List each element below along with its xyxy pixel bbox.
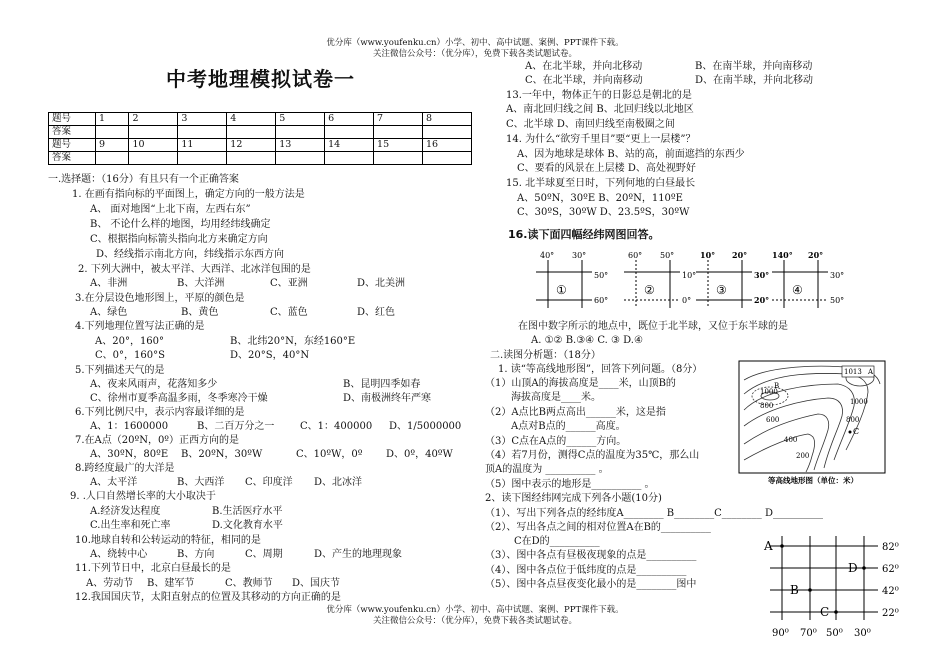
lon-label: 30⁰ (854, 628, 871, 639)
option: A、30ºN，80ºE (90, 449, 169, 460)
option: D、经线指示南北方向，纬线指示东西方向 (96, 249, 285, 260)
option: A、夜来风雨声，花落知多少 (90, 379, 218, 390)
option: C、教师节 (225, 578, 273, 589)
grid1-right-top-label: 50° (594, 271, 609, 280)
option: A、非洲 (90, 278, 128, 289)
option: D、国庆节 (292, 578, 341, 589)
option: A、因为地球是球体 B、站的高，前面遮挡的东西少 (517, 149, 745, 160)
question-text: （5）图中表示的地形是__________ 。 (485, 479, 655, 490)
table-cell: 11 (178, 139, 227, 152)
table-cell: 14 (325, 139, 374, 152)
question-stem: 12.我国国庆节，太阳直射点的位置及其移动的方向正确的是 (75, 592, 341, 603)
grid2-right-bottom-label: 0° (682, 296, 692, 305)
table-cell: 题号 (49, 113, 96, 126)
grid3-right-top-label: 30° (754, 270, 770, 280)
page-footer-line1: 优分库（www.youfenku.cn）小学、初中、高中试题、案例、PPT课件下载。 (326, 605, 624, 615)
table-cell: 12 (227, 139, 276, 152)
option: C、亚洲 (270, 278, 308, 289)
option: B、黄色 (181, 307, 219, 318)
question-stem: 7.在A点（20ºN，0º）正西方向的是 (75, 435, 240, 446)
question-stem: 6.下列比例尺中，表示内容最详细的是 (75, 407, 245, 418)
option: D、0º，40ºW (386, 449, 453, 460)
answer-cell[interactable] (325, 152, 374, 165)
point-c-label: C (853, 427, 860, 436)
answer-cell[interactable] (96, 152, 129, 165)
option: B、建军节 (147, 578, 195, 589)
option: B、方向 (177, 549, 215, 560)
question-stem: 2. 下列大洲中，被太平洋、大西洋、北冰洋包围的是 (78, 264, 311, 275)
option: C、北半球 D、南回归线至南极圈之间 (506, 119, 675, 130)
answer-cell[interactable] (178, 152, 227, 165)
grid3-right-bottom-label: 20° (754, 295, 770, 305)
lat-label: 82⁰ (882, 542, 899, 553)
table-cell: 2 (129, 113, 178, 126)
option: A、绿色 (90, 307, 128, 318)
grid4-top-left-label: 140° (772, 250, 793, 260)
point-d: D (848, 561, 858, 575)
table-cell: 答案 (49, 152, 96, 165)
question-text: （4）若7月份，测得C点的温度为35℃，那么山 (485, 450, 700, 461)
option: A.经济发达程度 (90, 506, 161, 517)
option: A、1：1600000 (90, 421, 169, 432)
grid4-right-bottom-label: 50° (830, 296, 845, 305)
table-cell: 1 (96, 113, 129, 126)
question-stem: 13.一年中，物体正午的日影总是朝北的是 (506, 90, 692, 101)
contour-map (738, 360, 898, 486)
option: C、在北半球，并向南移动 (525, 75, 643, 86)
table-cell: 5 (276, 113, 325, 126)
table-cell: 7 (374, 113, 423, 126)
section-heading: 二.读图分析题：（18分） (490, 350, 601, 361)
grid2-number: ② (644, 283, 655, 297)
option: C、徐州市夏季高温多雨，冬季寒冷干燥 (90, 393, 268, 404)
question-stem: 16.读下面四幅经纬网图回答。 (508, 228, 660, 241)
option: D、北冰洋 (314, 477, 363, 488)
grid-1 (536, 251, 608, 308)
point-b-label: B (774, 382, 780, 390)
question-stem: 9. .人口自然增长率的大小取决于 (70, 491, 216, 502)
lat-label: 42⁰ (882, 586, 899, 597)
option: C、印度洋 (245, 477, 293, 488)
option: D、红色 (357, 307, 396, 318)
question-stem: 5.下列描述天气的是 (75, 365, 165, 376)
question-text: （5）、图中各点昼夜变化最小的是________图中 (485, 579, 697, 590)
question-text: （4）、图中各点位于低纬度的点是__________ (485, 565, 687, 576)
latlon-grids-figure (530, 248, 845, 316)
option: B、在南半球，并向南移动 (695, 61, 813, 72)
question-text: 顶A的温度为 __________ 。 (485, 464, 609, 475)
grid3-number: ③ (716, 283, 727, 297)
lat-label: 62⁰ (882, 564, 899, 575)
point-a: A (764, 539, 773, 553)
option: A、 面对地图“上北下南，左西右东” (90, 204, 251, 215)
option: B.生活医疗水平 (212, 506, 283, 517)
answer-table (48, 112, 472, 165)
option: D、1/5000000 (389, 421, 462, 432)
option: A、南北回归线之间 B、北回归线以北地区 (506, 104, 694, 115)
lat-label: 22⁰ (882, 608, 899, 619)
question-text: A点对B点的______高度。 (511, 421, 626, 432)
option: A、劳动节 (86, 578, 134, 589)
table-cell: 题号 (49, 139, 96, 152)
page-footer-line2: 关注微信公众号：（优分库），免费下载各类试题试卷。 (372, 616, 577, 626)
page-header-line2: 关注微信公众号：（优分库），免费下载各类试题试卷。 (372, 49, 577, 59)
question-stem: 1. 读“等高线地形图”，回答下列问题。（8分） (498, 364, 703, 375)
section-heading: 一.选择题：（16分）有且只有一个正确答案 (48, 174, 239, 185)
grid4-number: ④ (792, 283, 803, 297)
option: C、周期 (245, 549, 283, 560)
question-stem: 8.跨经度最广的大洋是 (75, 463, 175, 474)
answer-cell[interactable] (374, 152, 423, 165)
table-cell: 答案 (49, 126, 96, 139)
answer-cell[interactable] (276, 152, 325, 165)
contour-label: 1000 (760, 388, 778, 396)
grid-2 (624, 251, 696, 308)
lon-label: 90⁰ (772, 628, 789, 639)
option: C、10ºW，0º (296, 449, 363, 460)
option: D.文化教育水平 (212, 520, 283, 531)
page-title: 中考地理模拟试卷一 (166, 67, 355, 91)
table-cell: 16 (422, 139, 471, 152)
table-cell: 10 (129, 139, 178, 152)
contour-map-caption: 等高线地形图（单位：米） (768, 476, 858, 485)
option: A、太平洋 (90, 477, 138, 488)
answer-cell[interactable] (422, 126, 471, 139)
option: C、要看的风景在上层楼 D、高处视野好 (517, 163, 696, 174)
answer-cell[interactable] (374, 126, 423, 139)
point-a-label: A (868, 368, 874, 376)
grid4-right-top-label: 30° (830, 271, 845, 280)
question-text: （2）A点比B两点高出______米，这是指 (485, 407, 666, 418)
question-stem: 4.下列地理位置写法正确的是 (75, 321, 205, 332)
contour-label: 200 (796, 452, 810, 460)
option: B、昆明四季如春 (343, 379, 421, 390)
question-text: C在D的__________ (514, 536, 600, 547)
question-stem: 2、读下图经纬网完成下列各小题(10分) (485, 493, 662, 504)
point-c: C (820, 605, 830, 619)
grid-3 (696, 250, 769, 308)
grid1-number: ① (556, 283, 567, 297)
question-stem: 10.地球自转和公转运动的特征，相同的是 (75, 535, 261, 546)
option: B、二百万分之一 (197, 421, 275, 432)
grid1-top-left-label: 40° (540, 251, 555, 260)
answer-cell[interactable] (227, 126, 276, 139)
contour-label: 800 (760, 402, 774, 410)
peak-a-elevation: 1013 (844, 368, 862, 376)
answer-cell[interactable] (129, 126, 178, 139)
option: A、20°，160° (95, 336, 165, 347)
contour-label: 800 (846, 416, 860, 424)
grid1-right-bottom-label: 60° (594, 296, 609, 305)
option: C.出生率和死亡率 (90, 520, 171, 531)
answer-cell[interactable] (227, 152, 276, 165)
contour-label: 600 (766, 416, 780, 424)
option: C、蓝色 (270, 307, 308, 318)
grid2-top-left-label: 60° (628, 251, 643, 260)
grid2-right-top-label: 10° (682, 271, 697, 280)
question-text: 在图中数字所示的地点中，既位于北半球，又位于东半球的是 (518, 321, 788, 332)
grid1-top-right-label: 30° (572, 251, 587, 260)
point-b: B (790, 583, 799, 597)
lon-label: 70⁰ (800, 628, 817, 639)
grid3-top-left-label: 10° (700, 250, 716, 260)
option: A、在北半球，并向北移动 (525, 61, 643, 72)
table-cell: 13 (276, 139, 325, 152)
question-text: 海拔高度是____米。 (511, 392, 601, 403)
question-text: （1）山顶A的海拔高度是____米，山顶B的 (485, 378, 676, 389)
option: D、产生的地理现象 (314, 549, 403, 560)
option: A. ①② B.③④ C. ③ D.④ (531, 335, 643, 346)
option: A、绕转中心 (90, 549, 148, 560)
question-stem: 1. 在画有指向标的平面图上，确定方向的一般方法是 (72, 189, 305, 200)
table-cell: 9 (96, 139, 129, 152)
answer-cell[interactable] (325, 126, 374, 139)
option: C、1：400000 (300, 421, 373, 432)
option: B、大西洋 (177, 477, 225, 488)
option: C、30ºS，30ºW D、23.5ºS，30ºW (517, 207, 690, 218)
lon-label: 50⁰ (826, 628, 843, 639)
table-cell: 4 (227, 113, 276, 126)
answer-cell[interactable] (129, 152, 178, 165)
option: A、50ºN，30ºE B、20ºN，110ºE (517, 193, 683, 204)
question-text: （3）C点在A点的______方向。 (485, 436, 627, 447)
grid3-top-right-label: 20° (732, 250, 748, 260)
answer-cell[interactable] (276, 126, 325, 139)
question-stem: 11.下列节日中，北京白昼最长的是 (75, 563, 231, 574)
option: C、根据指向标箭头指向北方来确定方向 (90, 234, 268, 245)
option: B、北纬20°N，东经160°E (230, 336, 356, 347)
table-cell: 15 (374, 139, 423, 152)
contour-label: 400 (784, 436, 798, 444)
question-stem: 14. 为什么“欲穷千里目”要“更上一层楼”？ (506, 134, 696, 145)
option: B、大洋洲 (177, 278, 225, 289)
question-stem: 3.在分层设色地形图上，平原的颜色是 (75, 293, 245, 304)
contour-label: 1000 (850, 398, 868, 406)
option: D、在南半球，并向北移动 (695, 75, 814, 86)
page-header-line1: 优分库（www.youfenku.cn）小学、初中、高中试题、案例、PPT课件下载。 (326, 38, 624, 48)
answer-cell[interactable] (96, 126, 129, 139)
table-cell: 8 (422, 113, 471, 126)
question-text: （2）、写出各点之间的相对位置A在B的__________ (485, 522, 711, 533)
option: B、 不论什么样的地图，均用经纬线确定 (90, 219, 271, 230)
grid-4 (772, 250, 844, 308)
question-text: （1）、写出下列各点的经纬度A________ B________C________ D__________ (485, 508, 823, 519)
grid4-top-right-label: 20° (808, 250, 824, 260)
grid2-top-right-label: 50° (660, 251, 675, 260)
answer-cell[interactable] (178, 126, 227, 139)
option: D、北美洲 (357, 278, 406, 289)
option: D、南极洲终年严寒 (343, 393, 432, 404)
option: B、20ºN，30ºW (181, 449, 263, 460)
answer-cell[interactable] (422, 152, 471, 165)
table-cell: 6 (325, 113, 374, 126)
option: D、20°S，40°N (230, 350, 310, 361)
question-stem: 15. 北半球夏至日时，下列何地的白昼最长 (506, 178, 696, 189)
question-text: （3）、图中各点有昼极夜现象的点是__________ (485, 550, 697, 561)
option: C、0°，160°S (95, 350, 165, 361)
table-cell: 3 (178, 113, 227, 126)
